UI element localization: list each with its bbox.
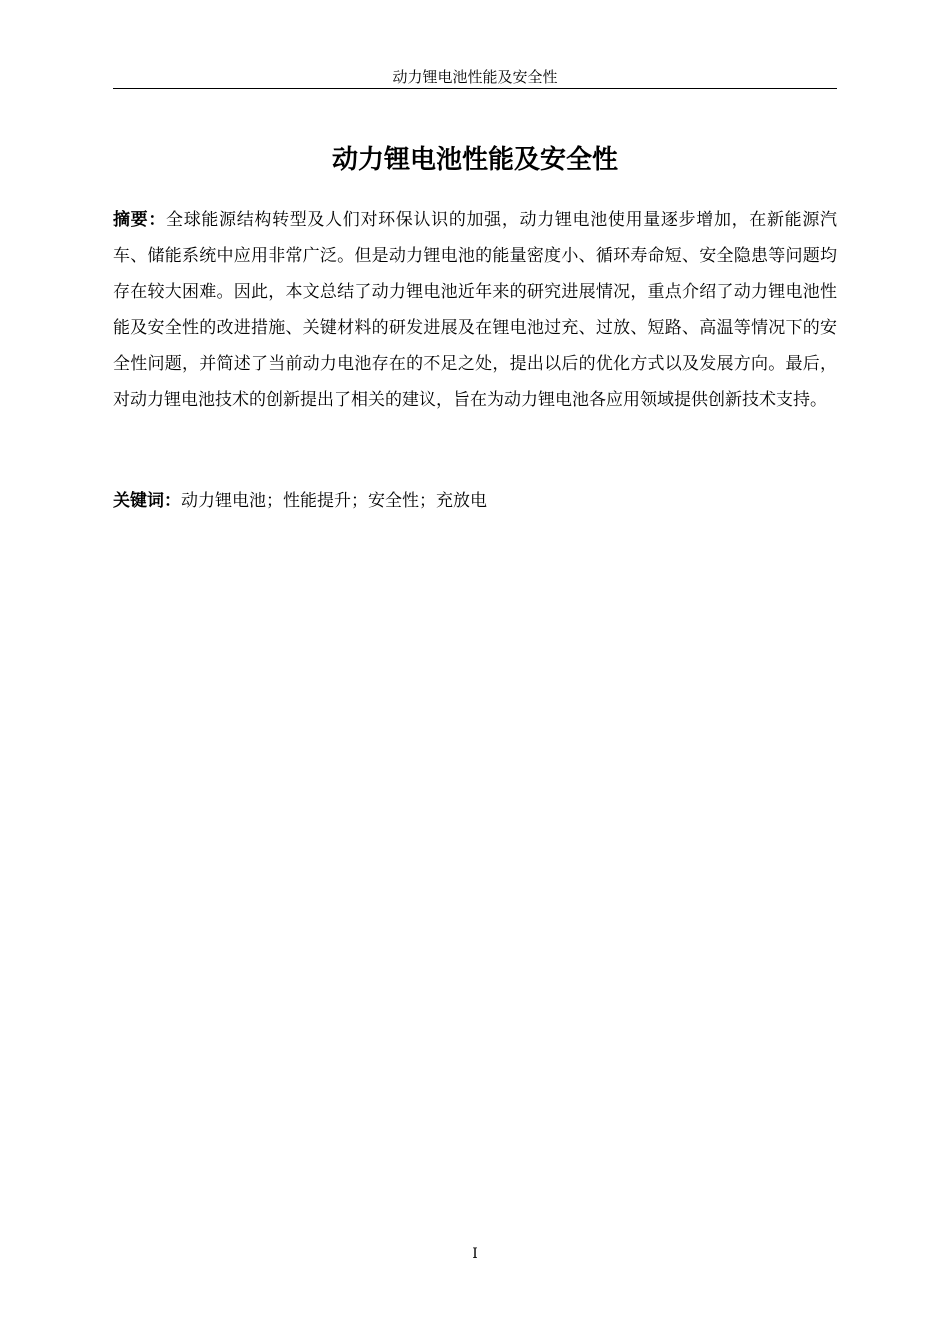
header-divider — [113, 88, 837, 89]
keywords-line — [113, 484, 837, 518]
keywords-label: 关键词： — [113, 491, 181, 511]
abstract-label: 摘要： — [113, 210, 167, 230]
keywords-text: 动力锂电池；性能提升；安全性；充放电 — [181, 491, 487, 511]
running-header: 动力锂电池性能及安全性 — [392, 68, 558, 86]
page-title: 动力锂电池性能及安全性 — [331, 145, 618, 175]
abstract-paragraph — [113, 202, 837, 418]
page-number: I — [472, 1246, 478, 1262]
abstract-text: 全球能源结构转型及人们对环保认识的加强，动力锂电池使用量逐步增加，在新能源汽车、储能系统中应用非常广泛。但是动力锂电池的能量密度小、循环寿命短、安全隐患等问题均存在较大困难。因此，本文总结了动力锂电池近年来的研究进展情况，重点介绍了动力锂电池性能及安全性的改进措施、关键材料的研发进展及在锂电池过充、过放、短路、高温等情况下的安全性问题，并简述了当前动力电池存在的不足之处，提出以后的优化方式以及发展方向。最后，对动力锂电池技术的创新提出了相关的建议，旨在为动力锂电池各应用领域提供创新技术支持。 — [113, 210, 838, 410]
